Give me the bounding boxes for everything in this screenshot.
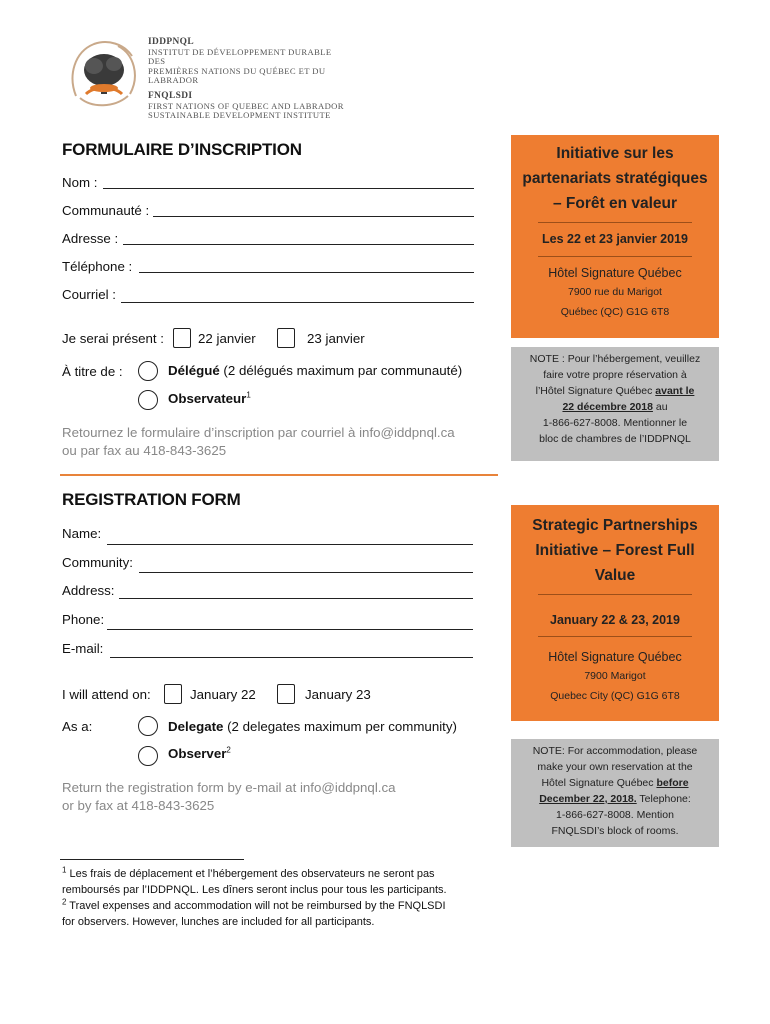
event-title-line: Strategic Partnerships [532,517,698,534]
divider [538,594,692,595]
event-info-box-fr [511,135,719,338]
divider [538,222,692,223]
address-field[interactable] [119,598,473,599]
footnote-text: Les frais de déplacement et l’hébergement des observateurs ne seront pas [66,868,435,880]
event-info-box-en [511,505,719,721]
checkbox-22-janvier[interactable] [173,328,191,348]
day1-label: 22 janvier [198,331,256,346]
name-field[interactable] [107,544,473,545]
event-date: January 22 & 23, 2019 [550,613,680,627]
section-divider [60,474,498,476]
checkbox-23-janvier[interactable] [277,328,295,348]
footnote-text: for observers. However, lunches are included for all participants. [62,916,375,928]
logo-line: FNQLSDI [148,90,193,101]
communaute-field[interactable] [153,216,474,217]
footnote-2 [62,898,447,914]
hotel-city: Québec (QC) G1G 6T8 [560,306,670,318]
note-deadline: before [656,777,689,789]
logo-line: SUSTAINABLE DEVELOPMENT INSTITUTE [148,110,331,121]
return-line: Return the registration form by e-mail at info@iddpnql.ca [62,780,396,795]
return-instructions-fr [62,424,455,460]
checkbox-january-23[interactable] [277,684,295,704]
telephone-label: Téléphone : [62,259,133,274]
email-field[interactable] [110,657,473,658]
return-line: ou par fax au 418-843-3625 [62,443,227,458]
delegue-option [168,363,462,378]
note-line: NOTE : Pour l’hébergement, veuillez [529,353,701,365]
logo-line: IDDPNQL [148,37,195,47]
divider [538,636,692,637]
return-line: Retournez le formulaire d’inscription par courriel à info@iddpnql.ca [62,425,455,440]
delegate-option [168,719,457,734]
observer-option [168,746,231,761]
footnote-1 [62,866,447,882]
radio-observer[interactable] [138,746,158,766]
event-title-line: partenariats stratégiques [522,170,708,187]
observateur-label: Observateur [168,391,247,406]
divider [538,256,692,257]
delegate-label: Delegate [168,719,224,734]
event-title-line: – Forêt en valeur [552,195,678,212]
address-label: Address: [62,583,115,598]
nom-label: Nom : [62,175,98,190]
radio-observateur[interactable] [138,390,158,410]
event-title-line: Value [594,567,636,584]
community-label: Community: [62,555,133,570]
event-date: Les 22 et 23 janvier 2019 [542,232,688,246]
telephone-field[interactable] [139,272,474,273]
adresse-field[interactable] [123,244,474,245]
note-text: au [652,401,668,413]
event-title-line: Initiative – Forest Full [535,542,695,559]
note-line [511,399,719,415]
logo-line: INSTITUT DE DÉVELOPPEMENT DURABLE DES [148,46,332,67]
present-label: Je serai présent : [62,331,164,346]
titre-label: À titre de : [62,364,123,379]
return-line: or by fax at 418-843-3625 [62,798,215,813]
radio-delegue[interactable] [138,361,158,381]
note-text: Hôtel Signature Québec [541,777,657,789]
note-deadline: avant le [655,385,695,397]
french-form-title: FORMULAIRE D’INSCRIPTION [62,140,302,159]
day2-label: January 23 [305,687,371,702]
footnote-separator [60,859,244,860]
event-title-line: Initiative sur les [556,145,674,162]
phone-label: Phone: [62,612,105,627]
hotel-address: 7900 Marigot [584,670,646,682]
note-line: make your own reservation at the [537,761,693,773]
note-deadline: 22 décembre 2018 [562,401,653,413]
note-text: Telephone: [636,793,691,805]
phone-field[interactable] [107,629,473,630]
note-deadline: December 22, 2018. [539,793,637,805]
note-line: NOTE: For accommodation, please [532,745,698,757]
footnote-ref: 1 [246,390,251,400]
courriel-label: Courriel : [62,287,116,302]
note-line: bloc de chambres de l’IDDPNQL [539,433,691,445]
hotel-name: Hôtel Signature Québec [548,266,682,280]
hotel-name: Hôtel Signature Québec [548,650,682,664]
observer-label: Observer [168,746,227,761]
observateur-option [168,391,251,406]
institute-logo [64,36,344,121]
note-line: 1-866-627-8008. Mention [556,809,674,821]
community-field[interactable] [139,572,473,573]
hands-tree-logo-icon [64,36,142,114]
note-line [511,775,719,791]
logo-line: PREMIÈRES NATIONS DU QUÉBEC ET DU LABRADOR [148,65,326,86]
name-label: Name: [62,526,102,541]
hotel-city: Quebec City (QC) G1G 6T8 [550,690,680,702]
note-line: FNQLSDI’s block of rooms. [551,825,679,837]
footnote-number: 1 [62,865,67,875]
day1-label: January 22 [190,687,256,702]
return-instructions-en [62,779,396,815]
delegue-note: (2 délégués maximum par communauté) [219,363,463,378]
as-label: As a: [62,719,93,734]
note-line [511,791,719,807]
note-line [511,383,719,399]
hotel-address: 7900 rue du Marigot [568,286,662,298]
note-line: faire votre propre réservation à [543,369,687,381]
nom-field[interactable] [103,188,474,189]
delegate-note: (2 delegates maximum per community) [223,719,457,734]
footnotes [62,866,447,930]
note-line: 1-866-627-8008. Mentionner le [542,417,688,429]
footnote-text: remboursés par l’IDDPNQL. Les dîners seront inclus pour tous les participants. [62,884,447,896]
communaute-label: Communauté : [62,203,150,218]
radio-delegate[interactable] [138,716,158,736]
english-form-title: REGISTRATION FORM [62,490,241,509]
logo-line: FIRST NATIONS OF QUEBEC AND LABRADOR [148,100,344,111]
day2-label: 23 janvier [307,331,365,346]
adresse-label: Adresse : [62,231,119,246]
accommodation-note-fr [511,347,719,461]
attend-label: I will attend on: [62,687,151,702]
note-text: l’Hôtel Signature Québec [535,385,656,397]
accommodation-note-en [511,739,719,847]
delegue-label: Délégué [168,363,220,378]
email-label: E-mail: [62,641,104,656]
footnote-text: Travel expenses and accommodation will not be reimbursed by the FNQLSDI [66,900,446,912]
logo-wordmark [148,38,344,121]
checkbox-january-22[interactable] [164,684,182,704]
footnote-number: 2 [62,897,67,907]
footnote-ref: 2 [226,745,231,755]
courriel-field[interactable] [121,302,474,303]
